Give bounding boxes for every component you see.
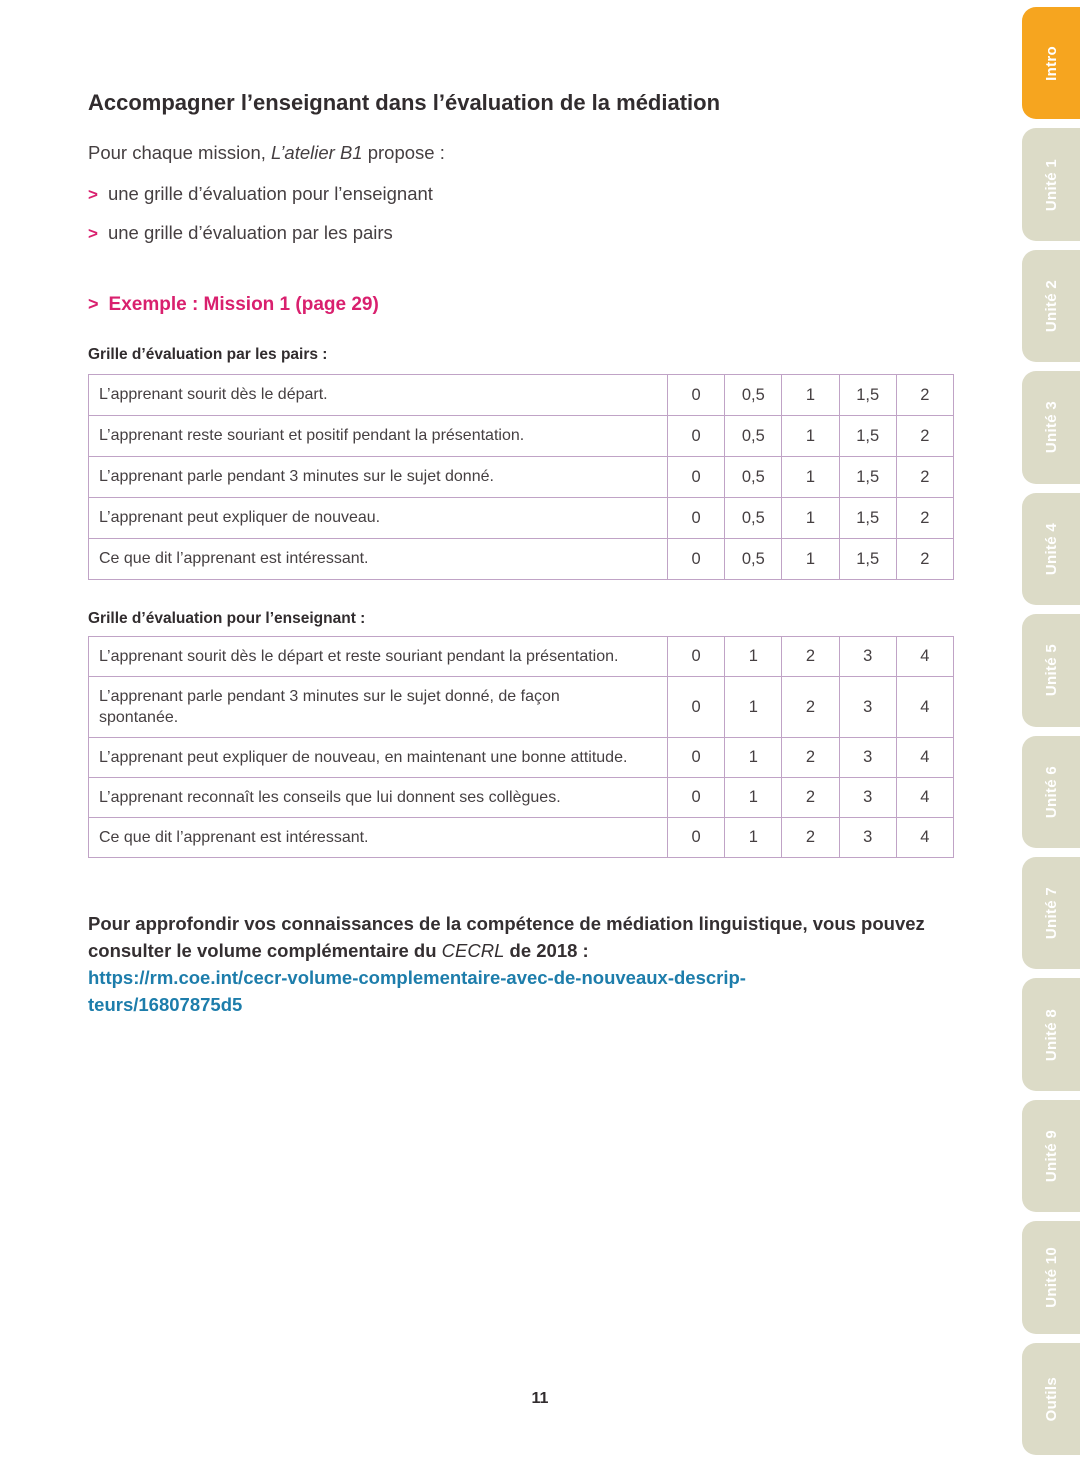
tab-outils[interactable] [1022, 1343, 1080, 1455]
tab-unite-7[interactable] [1022, 857, 1080, 969]
score-cell: 3 [839, 818, 896, 858]
criterion-cell: L’apprenant reste souriant et positif pendant la présentation. [89, 416, 668, 457]
score-cell: 0 [668, 637, 725, 677]
score-cell: 1 [725, 677, 782, 738]
tab-unite-6[interactable] [1022, 736, 1080, 848]
tab-label: Intro [1042, 45, 1060, 81]
table-row [89, 416, 954, 457]
score-cell: 1,5 [839, 416, 896, 457]
tab-label: Unité 8 [1042, 1008, 1060, 1061]
teacher-grid-label: Grille d’évaluation pour l’enseignant : [88, 610, 366, 627]
score-cell: 0,5 [725, 498, 782, 539]
score-cell: 2 [896, 375, 953, 416]
score-cell: 2 [896, 416, 953, 457]
tab-unite-4[interactable] [1022, 493, 1080, 605]
score-cell: 2 [782, 778, 839, 818]
tab-label: Unité 9 [1042, 1129, 1060, 1183]
tab-unite-3[interactable] [1022, 371, 1080, 483]
score-cell: 0,5 [725, 457, 782, 498]
score-cell: 1 [782, 457, 839, 498]
score-cell: 1 [782, 416, 839, 457]
evaluation-table [88, 636, 954, 858]
score-cell: 0 [668, 457, 725, 498]
score-cell: 2 [896, 498, 953, 539]
chevron-icon: > [88, 224, 98, 243]
bullet-label: une grille d’évaluation par les pairs [107, 222, 393, 243]
table-row [89, 778, 954, 818]
peer-grid-label: Grille d’évaluation par les pairs : [88, 346, 328, 363]
bullet-list [88, 182, 954, 246]
criterion-cell: L’apprenant parle pendant 3 minutes sur le sujet donné, de façon spontanée. [89, 677, 668, 738]
score-cell: 1 [725, 637, 782, 677]
tab-unite-2[interactable] [1022, 250, 1080, 362]
score-cell: 4 [896, 778, 953, 818]
score-cell: 1 [725, 818, 782, 858]
score-cell: 2 [782, 738, 839, 778]
table-row [89, 637, 954, 677]
tab-label: Unité 5 [1042, 644, 1060, 697]
score-cell: 3 [839, 778, 896, 818]
tab-label: Unité 2 [1042, 279, 1060, 333]
intro-prefix: Pour chaque mission, [88, 142, 272, 163]
page-title: Accompagner l’enseignant dans l’évaluation de la médiation [88, 90, 721, 115]
criterion-cell: L’apprenant parle pendant 3 minutes sur le sujet donné. [89, 457, 668, 498]
criterion-cell: L’apprenant peut expliquer de nouveau. [89, 498, 668, 539]
criterion-cell: L’apprenant reconnaît les conseils que lui donnent ses collègues. [89, 778, 668, 818]
evaluation-table [88, 374, 954, 580]
tab-label: Unité 6 [1042, 765, 1060, 818]
criterion-cell: L’apprenant peut expliquer de nouveau, en maintenant une bonne attitude. [89, 738, 668, 778]
example-heading [88, 292, 954, 317]
score-cell: 0,5 [725, 416, 782, 457]
score-cell: 3 [839, 677, 896, 738]
score-cell: 1,5 [839, 539, 896, 580]
score-cell: 1,5 [839, 457, 896, 498]
chevron-icon: > [88, 185, 98, 204]
score-cell: 2 [896, 539, 953, 580]
table-row [89, 677, 954, 738]
table-row [89, 498, 954, 539]
unit-tab-rail [1022, 7, 1080, 1455]
score-cell: 4 [896, 818, 953, 858]
score-cell: 0 [668, 738, 725, 778]
tab-label: Outils [1042, 1376, 1060, 1421]
cecrl-link-line1: https://rm.coe.int/cecr-volume-complementaire-avec-de-nouveaux-descrip- [88, 967, 746, 988]
footer-bold-after: de 2018 : [504, 940, 589, 961]
tab-unite-10[interactable] [1022, 1221, 1080, 1333]
criterion-cell: Ce que dit l’apprenant est intéressant. [89, 818, 668, 858]
bullet-label: une grille d’évaluation pour l’enseignant [107, 183, 433, 204]
intro-suffix: propose : [362, 142, 445, 163]
score-cell: 1 [782, 375, 839, 416]
table-row [89, 457, 954, 498]
criterion-cell: L’apprenant sourit dès le départ. [89, 375, 668, 416]
intro-paragraph [88, 141, 954, 165]
intro-book-title: L’atelier B1 [271, 142, 363, 163]
chevron-icon: > [88, 294, 99, 314]
score-cell: 4 [896, 677, 953, 738]
score-cell: 3 [839, 637, 896, 677]
score-cell: 4 [896, 637, 953, 677]
page-number: 11 [531, 1390, 549, 1407]
tab-label: Unité 10 [1042, 1247, 1060, 1308]
tab-unite-5[interactable] [1022, 614, 1080, 726]
tab-label: Unité 1 [1042, 158, 1060, 211]
tab-label: Unité 3 [1042, 401, 1060, 454]
tab-unite-1[interactable] [1022, 128, 1080, 240]
table-row [89, 818, 954, 858]
score-cell: 0,5 [725, 375, 782, 416]
score-cell: 0,5 [725, 539, 782, 580]
score-cell: 2 [782, 637, 839, 677]
score-cell: 1 [725, 778, 782, 818]
table-row [89, 738, 954, 778]
score-cell: 4 [896, 738, 953, 778]
score-cell: 1,5 [839, 375, 896, 416]
cecrl-link[interactable] [88, 964, 954, 1018]
tab-intro[interactable] [1022, 7, 1080, 119]
score-cell: 2 [896, 457, 953, 498]
score-cell: 0 [668, 498, 725, 539]
tab-label: Unité 4 [1042, 522, 1060, 575]
score-cell: 3 [839, 738, 896, 778]
criterion-cell: Ce que dit l’apprenant est intéressant. [89, 539, 668, 580]
bullet-item [88, 221, 954, 246]
footer-bold-before: Pour approfondir vos connaissances de la compétence de médiation linguistique, vous pouvez consulter le volume complémentaire du [88, 913, 925, 961]
table-row [89, 539, 954, 580]
score-cell: 0 [668, 539, 725, 580]
score-cell: 1 [782, 539, 839, 580]
footer-paragraph [88, 910, 954, 1018]
score-cell: 0 [668, 375, 725, 416]
score-cell: 0 [668, 818, 725, 858]
score-cell: 0 [668, 416, 725, 457]
score-cell: 2 [782, 818, 839, 858]
score-cell: 1 [782, 498, 839, 539]
page-content [88, 0, 954, 1018]
score-cell: 0 [668, 778, 725, 818]
table-row [89, 375, 954, 416]
score-cell: 1 [725, 738, 782, 778]
cecrl-link-line2: teurs/16807875d5 [88, 994, 243, 1015]
tab-label: Unité 7 [1042, 887, 1060, 940]
tab-unite-8[interactable] [1022, 978, 1080, 1090]
tab-unite-9[interactable] [1022, 1100, 1080, 1212]
score-cell: 1,5 [839, 498, 896, 539]
footer-cecrl-italic: CECRL [441, 940, 505, 961]
bullet-item [88, 182, 954, 207]
criterion-cell: L’apprenant sourit dès le départ et reste souriant pendant la présentation. [89, 637, 668, 677]
example-heading-label: Exemple : Mission 1 (page 29) [108, 294, 379, 315]
score-cell: 2 [782, 677, 839, 738]
score-cell: 0 [668, 677, 725, 738]
